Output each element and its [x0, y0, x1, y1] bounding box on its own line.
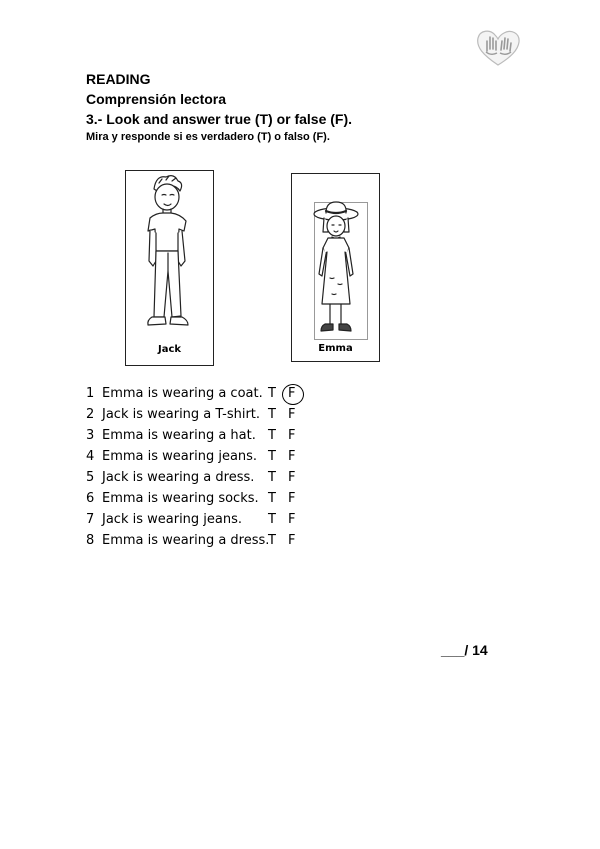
true-option[interactable]: T	[268, 428, 276, 443]
question-list	[86, 383, 316, 551]
section-subtitle: Comprensión lectora	[86, 91, 227, 107]
question-number: 6	[86, 491, 95, 506]
girl-illustration	[292, 174, 379, 339]
question-text: Emma is wearing a coat.	[102, 386, 263, 401]
question-row	[86, 509, 316, 530]
hands-heart-logo-icon	[473, 25, 523, 70]
question-text: Jack is wearing a T-shirt.	[102, 407, 261, 422]
question-text: Emma is wearing a hat.	[102, 428, 256, 443]
question-text: Emma is wearing jeans.	[102, 449, 258, 464]
false-option[interactable]: F	[288, 491, 296, 506]
false-option[interactable]: F	[288, 407, 296, 422]
false-option[interactable]: F	[288, 533, 296, 548]
instruction-text-es: Mira y responde si es verdadero (T) o falso (F).	[86, 131, 330, 143]
jack-picture-card	[125, 170, 214, 366]
question-text: Jack is wearing jeans.	[102, 512, 243, 527]
question-text: Jack is wearing a dress.	[102, 470, 255, 485]
score-field: ___/ 14	[441, 642, 488, 658]
emma-label: Emma	[318, 343, 353, 354]
question-number: 7	[86, 512, 95, 527]
question-text: Emma is wearing socks.	[102, 491, 259, 506]
emma-picture-card	[291, 173, 380, 362]
question-number: 5	[86, 470, 95, 485]
true-option[interactable]: T	[268, 491, 276, 506]
false-option[interactable]: F	[288, 449, 296, 464]
true-option[interactable]: T	[268, 386, 276, 401]
question-row	[86, 488, 316, 509]
question-row	[86, 530, 316, 551]
false-option[interactable]: F	[288, 512, 296, 527]
true-option[interactable]: T	[268, 407, 276, 422]
boy-illustration	[126, 171, 213, 341]
question-number: 3	[86, 428, 95, 443]
instruction-text: 3.- Look and answer true (T) or false (F).	[86, 111, 353, 127]
false-option[interactable]: F	[288, 470, 296, 485]
true-option[interactable]: T	[268, 470, 276, 485]
question-row	[86, 383, 316, 404]
true-option[interactable]: T	[268, 512, 276, 527]
question-number: 2	[86, 407, 95, 422]
question-row	[86, 425, 316, 446]
question-row	[86, 446, 316, 467]
false-option[interactable]: F	[288, 428, 296, 443]
true-option[interactable]: T	[268, 449, 276, 464]
question-row	[86, 404, 316, 425]
question-number: 4	[86, 449, 95, 464]
section-title: READING	[86, 71, 151, 87]
question-text: Emma is wearing a dress.	[102, 533, 270, 548]
question-number: 8	[86, 533, 95, 548]
question-row	[86, 467, 316, 488]
question-number: 1	[86, 386, 95, 401]
true-option[interactable]: T	[268, 533, 276, 548]
false-option[interactable]: F	[288, 386, 296, 401]
jack-label: Jack	[157, 344, 182, 355]
